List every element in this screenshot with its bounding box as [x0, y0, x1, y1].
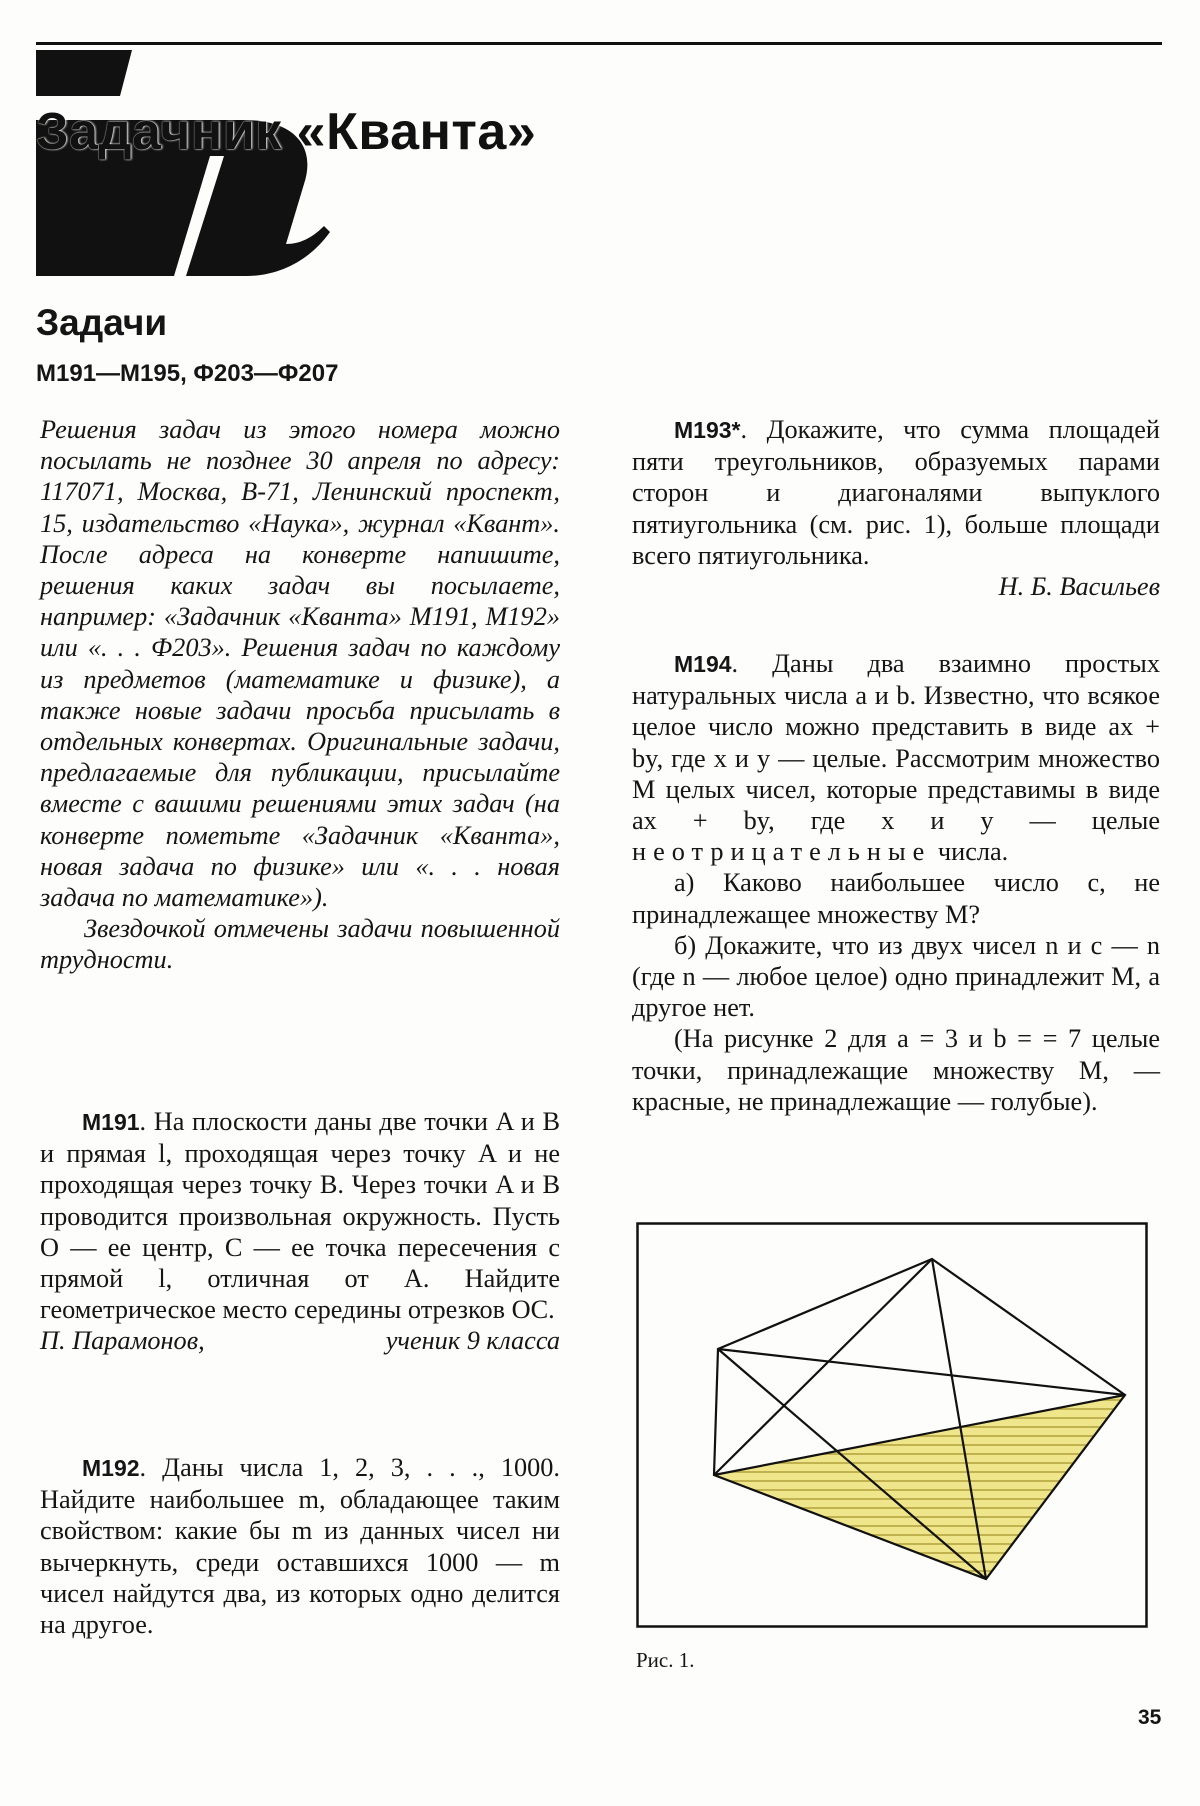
figure-note: (На рисунке 2 для a = 3 и b = = 7 целые точки, принадлежащие множеству M, — красные, не принадлежащие — голубые).: [632, 1024, 1160, 1116]
author-role: ученик 9 класса: [385, 1326, 560, 1356]
figure-caption: Рис. 1.: [636, 1648, 695, 1672]
problem-number: М194: [674, 651, 732, 677]
problem-author: [40, 1325, 560, 1356]
problem-m191: [40, 1106, 560, 1357]
section-title: Задачи: [36, 302, 168, 343]
problem-text: . Даны числа 1, 2, 3, . . ., 1000. Найдите наибольшее m, обладающее таким свойством: какие бы m из данных чисел ни вычеркнуть, среди оставшихся 1000 — m чисел найдутся два, из которых одно делится на другое.: [40, 1453, 560, 1640]
shaded-triangle: [714, 1395, 1125, 1579]
page-number: 35: [1138, 1706, 1162, 1729]
diagonal: [718, 1349, 1125, 1395]
problem-number: М191: [82, 1109, 140, 1135]
problem-text-end: числа.: [931, 837, 1009, 867]
problem-number: М192: [82, 1455, 140, 1481]
kvant-logo-icon: [34, 50, 334, 282]
top-rule: [36, 42, 1162, 45]
intro-text: Решения задач из этого номера можно посылать не позднее 30 апреля по адресу: 117071, Москва, В-71, Ленинский проспект, 15, издательство «Наука», журнал «Квант». После адреса на конверте напишите, решения каких задач вы посылаете, например: «Задачник «Кванта» М191, М192» или «. . . Ф203». Решения задач по каждому из предметов (математике и физике), а также новые задачи просьба присылать в отдельных конвертах. Оригинальные задачи, предлагаемые для публикации, присылайте вместе с вашими решениями этих задач (на конверте пометьте «Задачник «Кванта», новая задача по физике» или «. . . новая задача по математике»).: [40, 415, 560, 913]
part-b: б) Докажите, что из двух чисел n и c — n (где n — любое целое) одно принадлежит M, а другое нет.: [632, 930, 1160, 1023]
figure-pentagon: [636, 1222, 1156, 1630]
problem-m192: [40, 1452, 560, 1640]
rubric-title: Задачник «Кванта»: [36, 103, 537, 161]
problem-text: . Докажите, что сумма площадей пяти треугольников, образуемых парами сторон и диагоналями выпуклого пятиугольника (см. рис. 1), больше площади всего пятиугольника.: [632, 415, 1160, 570]
author-name: П. Парамонов,: [40, 1326, 205, 1356]
problem-author: Н. Б. Васильев: [998, 572, 1160, 602]
difficulty-note: Звездочкой отмечены задачи повышенной трудности.: [40, 914, 560, 975]
problem-text: . На плоскости даны две точки A и B и прямая l, проходящая через точку A и не проходящая через точку B. Через точки A и B проводится произвольная окружность. Пусть O — ее центр, C — ее точка пересечения с прямой l, отличная от A. Найдите геометрическое место середины отрезков OC.: [40, 1107, 560, 1325]
problem-m194: [632, 648, 1160, 1117]
problem-text: . Даны два взаимно простых натуральных числа a и b. Известно, что всякое целое число можно представить в виде ax + by, где x и y — целые. Рассмотрим множество M целых чисел, которые представимы в виде ax + by, где x и y — целые: [632, 649, 1160, 836]
intro-block: [40, 414, 560, 976]
problem-range: М191—М195, Ф203—Ф207: [36, 360, 339, 387]
problem-m193: [632, 414, 1160, 602]
problem-number: М193*: [674, 417, 741, 443]
spaced-word: неотрицательные: [632, 837, 932, 867]
part-a: а) Каково наибольшее число c, не принадлежащее множеству M?: [632, 868, 1160, 929]
